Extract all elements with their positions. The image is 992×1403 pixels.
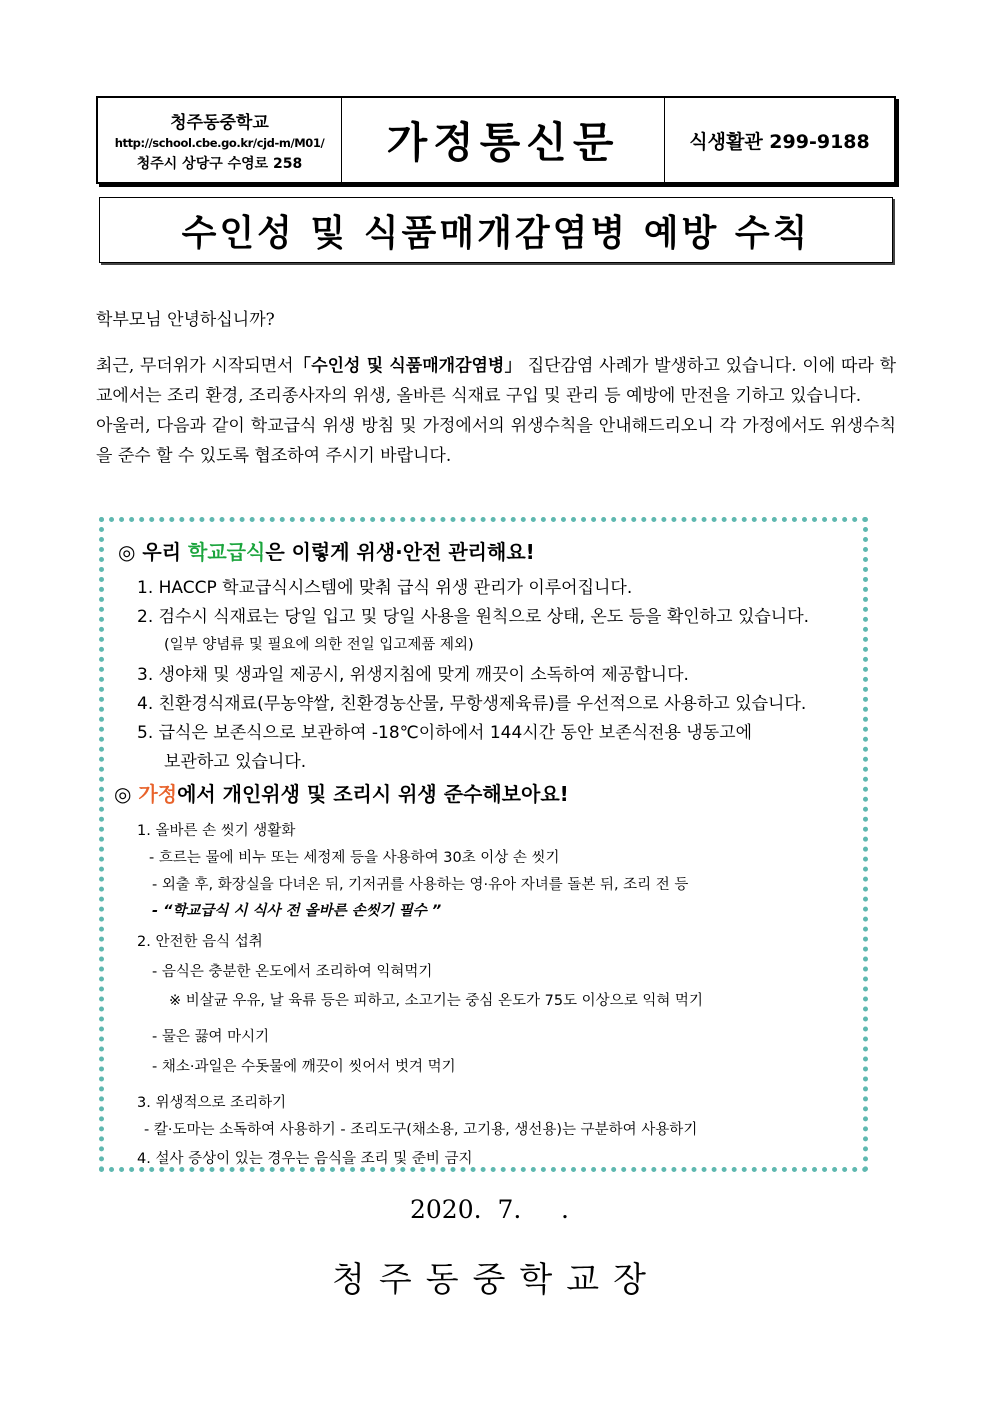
section2-line-4: - “학교급식 시 식사 전 올바른 손씻기 필수 ” [152, 903, 442, 919]
newsletter-header [96, 96, 896, 184]
section1-item-1: 1. HACCP 학교급식시스템에 맞춰 급식 위생 관리가 이루어집니다. [137, 578, 633, 598]
principal-signature: 청주동중학교장 [332, 1260, 660, 1300]
section2-highlight: 가정 [138, 782, 178, 806]
section2-line-3: - 외출 후, 화장실을 다녀온 뒤, 기저귀를 사용하는 영·유아 자녀를 돌본 뒤, 조리 전 등 [152, 877, 689, 893]
section1-suffix: 은 이렇게 위생·안전 관리해요! [265, 540, 535, 564]
section2-line-7: ※ 비살균 우유, 날 육류 등은 피하고, 소고기는 중심 온도가 75도 이상으로 익혀 먹기 [169, 993, 703, 1009]
letter-body [96, 305, 896, 471]
section1-item-2: 2. 검수시 식재료는 당일 입고 및 당일 사용을 원칙으로 상태, 온도 등을 확인하고 있습니다. [137, 607, 810, 627]
issue-date: 2020. 7. . [410, 1195, 569, 1224]
paragraph-2: 아울러, 다음과 같이 학교급식 위생 방침 및 가정에서의 위생수칙을 안내해드리오니 각 가정에서도 위생수칙을 준수 할 수 있도록 협조하여 주시기 바랍니다. [96, 416, 896, 466]
section2-line-11: - 칼·도마는 소독하여 사용하기 - 조리도구(채소용, 고기용, 생선용)는 구분하여 사용하기 [144, 1122, 698, 1138]
greeting: 학부모님 안녕하십니까? [96, 310, 275, 330]
info-box [99, 517, 868, 1172]
section2-prefix: ◎ [114, 782, 139, 806]
p1-before: 최근, 무더위가 시작되면서 [96, 356, 294, 376]
contact-info: 식생활관 299-9188 [689, 130, 870, 153]
section2-line-5: 2. 안전한 음식 섭취 [137, 934, 263, 950]
school-info [98, 98, 342, 182]
school-address: 청주시 상당구 수영로 258 [136, 155, 303, 172]
section1-item-5: 5. 급식은 보존식으로 보관하여 -18℃이하에서 144시간 동안 보존식전용 냉동고에 [137, 723, 752, 743]
section2-heading [114, 778, 569, 807]
section2-line-10: 3. 위생적으로 조리하기 [137, 1095, 287, 1111]
section2-line-1: 1. 올바른 손 씻기 생활화 [137, 823, 296, 839]
section2-line-2: - 흐르는 물에 비누 또는 세정제 등을 사용하여 30초 이상 손 씻기 [149, 850, 560, 866]
section2-line-9: - 채소·과일은 수돗물에 깨끗이 씻어서 벗겨 먹기 [152, 1059, 456, 1075]
section2-line-6: - 음식은 충분한 온도에서 조리하여 익혀먹기 [152, 964, 433, 980]
p1-after: 집단감염 사례가 발생하고 있습니다. 이에 따라 학교에서는 조리 환경, 조리종사자의 위생, 올바른 식재료 구입 및 관리 등 예방에 만전을 기하고 있습니다. [96, 356, 897, 406]
section1-item-3: 3. 생야채 및 생과일 제공시, 위생지침에 맞게 깨끗이 소독하여 제공합니다. [137, 665, 689, 685]
paragraph-1 [96, 351, 896, 411]
p1-highlight: 「수인성 및 식품매개감염병」 [293, 356, 523, 376]
section1-item-4: 4. 친환경식재료(무농약쌀, 친환경농산물, 무항생제육류)를 우선적으로 사용하고 있습니다. [137, 694, 807, 714]
section2-suffix: 에서 개인위생 및 조리시 위생 준수해보아요! [177, 782, 569, 806]
school-url[interactable]: http://school.cbe.go.kr/cjd-m/M01/ [114, 135, 325, 150]
section1-item-5-cont: 보관하고 있습니다. [164, 752, 307, 772]
section1-highlight: 학교급식 [188, 540, 266, 564]
section2-line-8: - 물은 끓여 마시기 [152, 1029, 270, 1045]
section1-prefix: ◎ 우리 [118, 540, 189, 564]
school-name: 청주동중학교 [170, 112, 269, 133]
section2-line-12: 4. 설사 증상이 있는 경우는 음식을 조리 및 준비 금지 [137, 1151, 473, 1167]
newsletter-title: 가정통신문 [342, 98, 665, 182]
main-title: 수인성 및 식품매개감염병 예방 수칙 [99, 197, 893, 263]
section1-heading [118, 536, 535, 565]
section1-item-2-note: (일부 양념류 및 필요에 의한 전일 입고제품 제외) [164, 637, 474, 653]
